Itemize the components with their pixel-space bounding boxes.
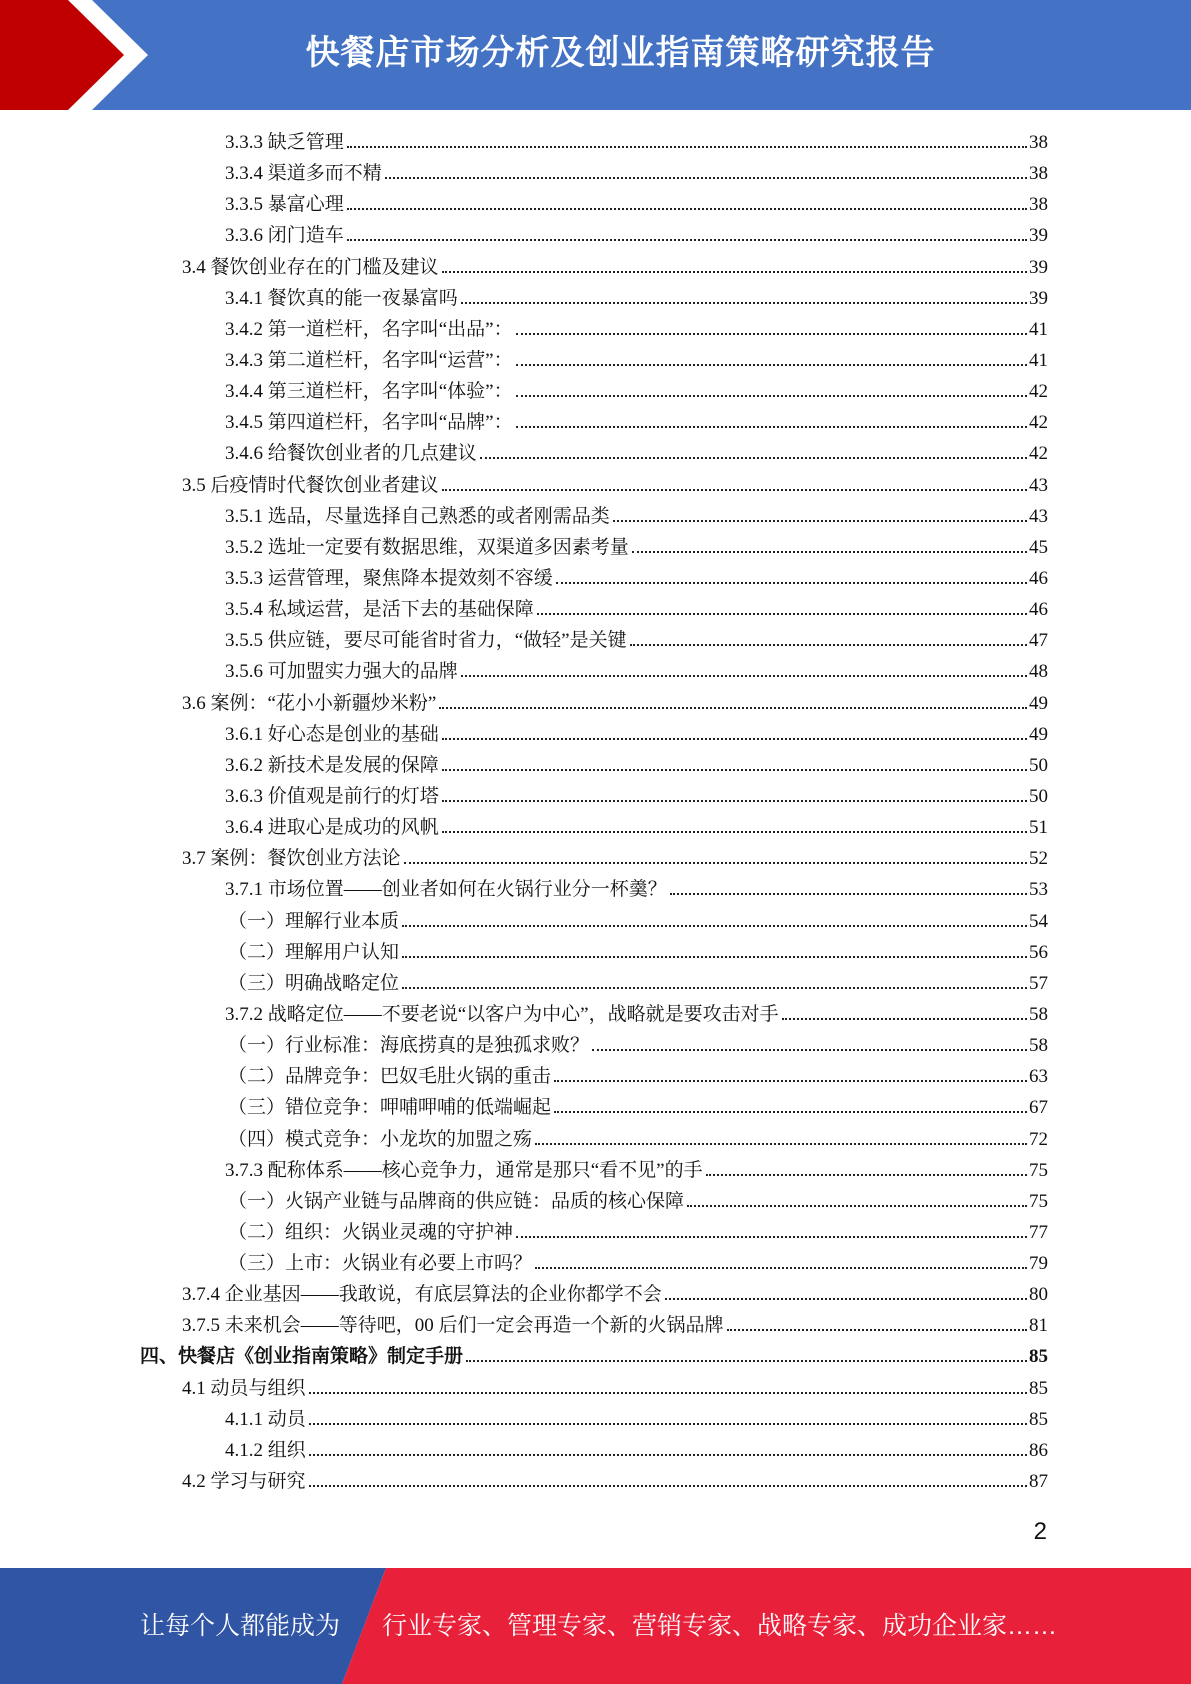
toc-entry[interactable]	[140, 1466, 1048, 1497]
toc-entry-page: 79	[1029, 1253, 1048, 1275]
toc-entry-page: 67	[1029, 1097, 1048, 1119]
toc-entry-title: 3.3.4 渠道多而不精	[225, 163, 382, 185]
toc-entry-title: 3.7 案例：餐饮创业方法论	[182, 848, 401, 870]
toc-entry[interactable]	[140, 532, 1048, 563]
toc-dot-leader	[516, 1236, 1027, 1238]
toc-entry-page: 41	[1029, 349, 1048, 371]
toc-entry-title: 3.7.1 市场位置——创业者如何在火锅行业分一杯羹？	[225, 879, 667, 901]
toc-dot-leader	[461, 675, 1027, 677]
toc-dot-leader	[687, 1205, 1027, 1207]
toc-entry-page: 72	[1029, 1128, 1048, 1150]
toc-entry-title: 4.1 动员与组织	[182, 1377, 306, 1399]
toc-entry-title: （一）理解行业本质	[228, 910, 400, 932]
toc-entry-title: 3.4.6 给餐饮创业者的几点建议	[225, 443, 477, 465]
toc-entry-title: （三）错位竞争：呷哺呷哺的低端崛起	[228, 1097, 552, 1119]
toc-dot-leader	[727, 1329, 1027, 1331]
header-arrow-decoration	[0, 0, 160, 110]
toc-entry[interactable]	[140, 968, 1048, 999]
toc-entry-page: 43	[1029, 474, 1048, 496]
toc-entry-page: 86	[1029, 1439, 1048, 1461]
toc-entry-title: 3.7.4 企业基因——我敢说，有底层算法的企业你都学不会	[182, 1284, 662, 1306]
toc-entry[interactable]	[140, 1092, 1048, 1123]
toc-entry-title: 3.6 案例：“花小小新疆炒米粉”	[182, 692, 437, 714]
page-number: 2	[1033, 1518, 1047, 1545]
toc-dot-leader	[537, 613, 1027, 615]
toc-entry[interactable]	[140, 656, 1048, 687]
toc-entry-page: 47	[1029, 630, 1048, 652]
toc-entry-page: 45	[1029, 536, 1048, 558]
toc-entry[interactable]	[140, 345, 1048, 376]
toc-entry-title: 3.4.4 第三道栏杆，名字叫“体验”：	[225, 381, 513, 403]
toc-dot-leader	[439, 707, 1027, 709]
toc-entry[interactable]	[140, 1248, 1048, 1279]
toc-entry[interactable]	[140, 1341, 1048, 1372]
toc-entry-page: 58	[1029, 1035, 1048, 1057]
toc-entry[interactable]	[140, 781, 1048, 812]
toc-dot-leader	[404, 862, 1027, 864]
toc-dot-leader	[347, 239, 1027, 241]
toc-entry[interactable]	[140, 501, 1048, 532]
toc-dot-leader	[554, 1080, 1027, 1082]
toc-dot-leader	[347, 208, 1027, 210]
toc-entry-page: 58	[1029, 1003, 1048, 1025]
toc-entry-title: 3.4.1 餐饮真的能一夜暴富吗	[225, 287, 458, 309]
table-of-contents	[140, 127, 1048, 1497]
toc-dot-leader	[535, 1267, 1027, 1269]
header-band	[0, 0, 1191, 110]
toc-entry-title: 3.5.5 供应链，要尽可能省时省力，“做轻”是关键	[225, 630, 627, 652]
footer-slogan-right: 行业专家、管理专家、营销专家、战略专家、成功企业家……	[382, 1612, 1058, 1640]
toc-entry-title: （三）明确战略定位	[228, 972, 400, 994]
toc-dot-leader	[516, 364, 1027, 366]
toc-dot-leader	[706, 1174, 1027, 1176]
toc-entry-title: 4.1.2 组织	[225, 1439, 306, 1461]
toc-entry-page: 42	[1029, 381, 1048, 403]
toc-entry-page: 48	[1029, 661, 1048, 683]
toc-dot-leader	[309, 1423, 1027, 1425]
toc-entry[interactable]	[140, 438, 1048, 469]
toc-dot-leader	[385, 177, 1027, 179]
toc-entry-title: 3.3.3 缺乏管理	[225, 132, 344, 153]
toc-dot-leader	[442, 489, 1027, 491]
toc-entry[interactable]	[140, 470, 1048, 501]
toc-entry-page: 39	[1029, 225, 1048, 247]
toc-entry-title: （三）上市：火锅业有必要上市吗？	[228, 1253, 533, 1275]
toc-entry-title: 3.7.2 战略定位——不要老说“以客户为中心”，战略就是要攻击对手	[225, 1003, 779, 1025]
toc-entry[interactable]	[140, 189, 1048, 220]
toc-entry[interactable]	[140, 220, 1048, 251]
toc-entry[interactable]	[140, 1030, 1048, 1061]
toc-entry[interactable]	[140, 283, 1048, 314]
toc-entry-title: 3.3.5 暴富心理	[225, 194, 344, 216]
toc-dot-leader	[535, 1143, 1027, 1145]
toc-entry[interactable]	[140, 843, 1048, 874]
toc-entry[interactable]	[140, 1186, 1048, 1217]
toc-entry-page: 51	[1029, 817, 1048, 839]
toc-entry[interactable]	[140, 1435, 1048, 1466]
footer-band	[0, 1568, 1191, 1684]
toc-entry-page: 53	[1029, 879, 1048, 901]
toc-entry[interactable]	[140, 563, 1048, 594]
toc-entry[interactable]	[140, 1217, 1048, 1248]
toc-entry[interactable]	[140, 1373, 1048, 1404]
toc-entry-title: 3.6.2 新技术是发展的保障	[225, 754, 439, 776]
toc-dot-leader	[402, 925, 1027, 927]
toc-entry-page: 75	[1029, 1190, 1048, 1212]
toc-entry-page: 39	[1029, 256, 1048, 278]
toc-entry-title: 3.6.1 好心态是创业的基础	[225, 723, 439, 745]
toc-entry[interactable]	[140, 874, 1048, 905]
document-title: 快餐店市场分析及创业指南策略研究报告	[305, 33, 936, 73]
toc-entry-title: （二）理解用户认知	[228, 941, 400, 963]
toc-entry-page: 38	[1029, 194, 1048, 216]
toc-entry[interactable]	[140, 158, 1048, 189]
toc-dot-leader	[516, 426, 1027, 428]
toc-entry-title: 3.5.2 选址一定要有数据思维，双渠道多因素考量	[225, 536, 629, 558]
toc-entry-page: 38	[1029, 132, 1048, 153]
toc-entry-page: 77	[1029, 1221, 1048, 1243]
toc-entry-title: 3.5 后疫情时代餐饮创业者建议	[182, 474, 439, 496]
toc-entry-title: 3.4 餐饮创业存在的门槛及建议	[182, 256, 439, 278]
toc-entry-page: 75	[1029, 1159, 1048, 1181]
toc-dot-leader	[632, 551, 1027, 553]
toc-dot-leader	[613, 520, 1027, 522]
toc-entry-page: 50	[1029, 785, 1048, 807]
toc-dot-leader	[466, 1360, 1027, 1362]
toc-entry-title: 3.4.2 第一道栏杆，名字叫“出品”：	[225, 318, 513, 340]
toc-entry-page: 54	[1029, 910, 1048, 932]
toc-entry-page: 49	[1029, 723, 1048, 745]
toc-entry-page: 43	[1029, 505, 1048, 527]
toc-entry-title: （一）火锅产业链与品牌商的供应链：品质的核心保障	[228, 1190, 685, 1212]
toc-dot-leader	[461, 302, 1027, 304]
toc-dot-leader	[516, 333, 1027, 335]
toc-dot-leader	[480, 457, 1027, 459]
toc-entry[interactable]	[140, 906, 1048, 937]
toc-entry-title: 3.7.3 配称体系——核心竞争力，通常是那只“看不见”的手	[225, 1159, 703, 1181]
toc-entry-page: 81	[1029, 1315, 1048, 1337]
toc-dot-leader	[556, 582, 1027, 584]
toc-entry[interactable]	[140, 127, 1048, 158]
toc-dot-leader	[554, 1111, 1027, 1113]
toc-entry[interactable]	[140, 376, 1048, 407]
toc-dot-leader	[442, 271, 1027, 273]
toc-entry-title: 3.6.3 价值观是前行的灯塔	[225, 785, 439, 807]
toc-dot-leader	[402, 956, 1027, 958]
toc-entry-page: 46	[1029, 599, 1048, 621]
toc-entry[interactable]	[140, 625, 1048, 656]
toc-entry-page: 87	[1029, 1471, 1048, 1493]
toc-entry-page: 42	[1029, 443, 1048, 465]
toc-entry[interactable]	[140, 314, 1048, 345]
toc-entry-title: （二）品牌竞争：巴奴毛肚火锅的重击	[228, 1066, 552, 1088]
toc-dot-leader	[309, 1454, 1027, 1456]
toc-entry-title: （四）模式竞争：小龙坎的加盟之殇	[228, 1128, 533, 1150]
toc-entry[interactable]	[140, 594, 1048, 625]
toc-entry-page: 41	[1029, 318, 1048, 340]
toc-entry-page: 57	[1029, 972, 1048, 994]
toc-entry-page: 56	[1029, 941, 1048, 963]
toc-entry[interactable]	[140, 1124, 1048, 1155]
toc-dot-leader	[630, 644, 1027, 646]
toc-dot-leader	[442, 800, 1027, 802]
toc-entry[interactable]	[140, 750, 1048, 781]
toc-entry[interactable]	[140, 1404, 1048, 1435]
toc-entry-title: 3.4.5 第四道栏杆，名字叫“品牌”：	[225, 412, 513, 434]
toc-entry[interactable]	[140, 719, 1048, 750]
toc-dot-leader	[442, 769, 1027, 771]
toc-entry-page: 49	[1029, 692, 1048, 714]
toc-dot-leader	[402, 987, 1027, 989]
toc-entry-title: 3.5.6 可加盟实力强大的品牌	[225, 661, 458, 683]
toc-entry[interactable]	[140, 1310, 1048, 1341]
toc-entry-page: 80	[1029, 1284, 1048, 1306]
footer-slogan-left: 让每个人都能成为	[139, 1612, 340, 1640]
toc-entry-title: 3.3.6 闭门造车	[225, 225, 344, 247]
toc-entry-page: 46	[1029, 567, 1048, 589]
toc-entry[interactable]	[140, 1279, 1048, 1310]
toc-entry[interactable]	[140, 1061, 1048, 1092]
toc-entry-page: 42	[1029, 412, 1048, 434]
toc-entry-page: 50	[1029, 754, 1048, 776]
toc-entry-page: 85	[1029, 1346, 1048, 1368]
toc-entry[interactable]	[140, 812, 1048, 843]
toc-entry[interactable]	[140, 937, 1048, 968]
toc-entry-page: 52	[1029, 848, 1048, 870]
toc-entry-title: （一）行业标准：海底捞真的是独孤求败？	[228, 1035, 590, 1057]
toc-entry-page: 38	[1029, 163, 1048, 185]
toc-entry[interactable]	[140, 407, 1048, 438]
toc-entry-title: 4.2 学习与研究	[182, 1471, 306, 1493]
toc-entry-title: 3.5.4 私域运营，是活下去的基础保障	[225, 599, 534, 621]
toc-entry-page: 85	[1029, 1377, 1048, 1399]
toc-dot-leader	[516, 395, 1027, 397]
toc-entry-title: （二）组织：火锅业灵魂的守护神	[228, 1221, 514, 1243]
toc-dot-leader	[442, 738, 1027, 740]
toc-entry-page: 39	[1029, 287, 1048, 309]
toc-entry-title: 3.5.3 运营管理，聚焦降本提效刻不容缓	[225, 567, 553, 589]
toc-entry-title: 3.5.1 选品，尽量选择自己熟悉的或者刚需品类	[225, 505, 610, 527]
toc-entry[interactable]	[140, 999, 1048, 1030]
toc-dot-leader	[309, 1485, 1027, 1487]
toc-entry-page: 63	[1029, 1066, 1048, 1088]
toc-dot-leader	[665, 1298, 1027, 1300]
toc-dot-leader	[782, 1018, 1027, 1020]
toc-entry-title: 4.1.1 动员	[225, 1408, 306, 1430]
toc-dot-leader	[309, 1392, 1027, 1394]
toc-entry-page: 85	[1029, 1408, 1048, 1430]
toc-entry[interactable]	[140, 252, 1048, 283]
toc-entry-title: 3.7.5 未来机会——等待吧，00 后们一定会再造一个新的火锅品牌	[182, 1315, 724, 1337]
toc-dot-leader	[670, 893, 1027, 895]
toc-entry-title: 四、快餐店《创业指南策略》制定手册	[140, 1346, 464, 1368]
toc-entry-title: 3.6.4 进取心是成功的风帆	[225, 817, 439, 839]
toc-dot-leader	[592, 1049, 1027, 1051]
toc-dot-leader	[347, 146, 1027, 148]
toc-entry-title: 3.4.3 第二道栏杆，名字叫“运营”：	[225, 349, 513, 371]
toc-dot-leader	[442, 831, 1027, 833]
toc-entry[interactable]	[140, 688, 1048, 719]
toc-entry[interactable]	[140, 1155, 1048, 1186]
